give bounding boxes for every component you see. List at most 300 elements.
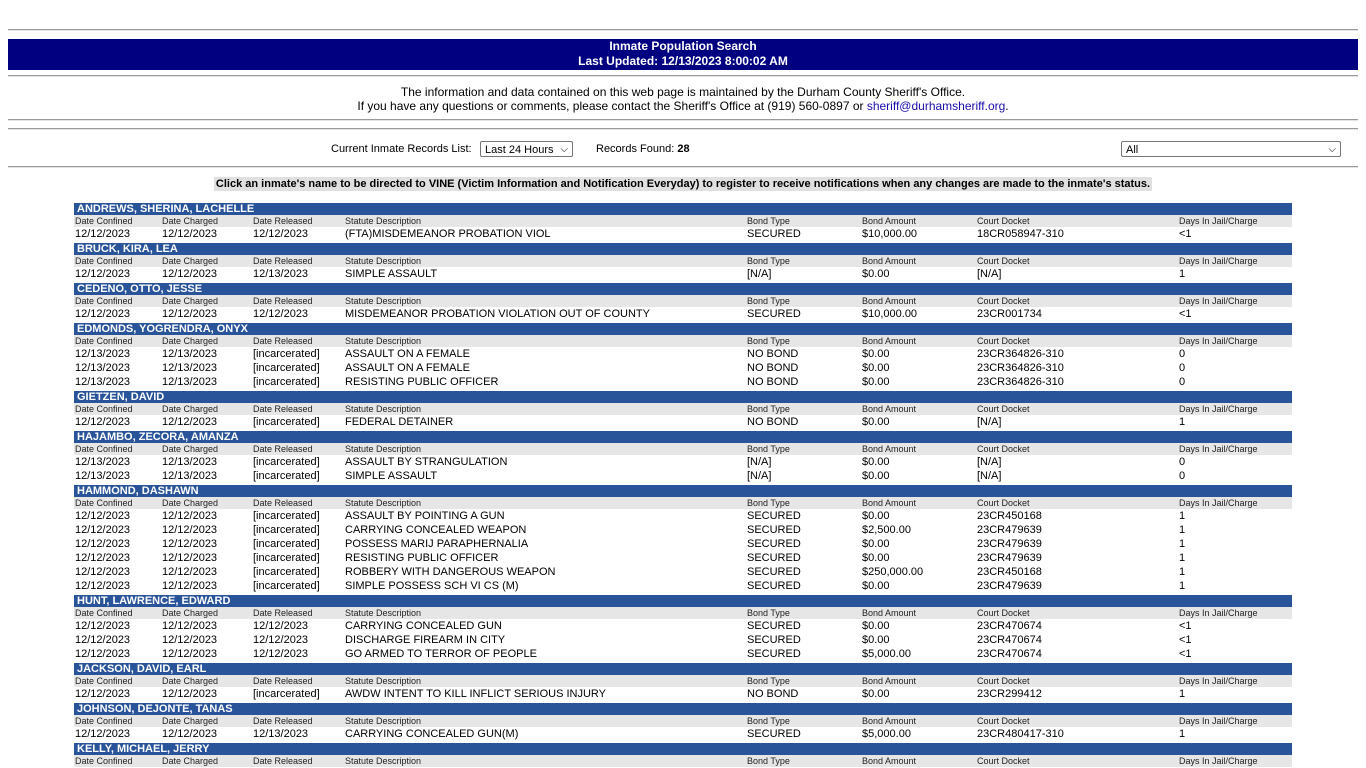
column-header: Days In Jail/Charge [1179, 716, 1258, 726]
column-header: Statute Description [345, 404, 422, 414]
table-cell: 12/13/2023 [75, 470, 131, 482]
inmate-list [74, 203, 1292, 767]
column-header: Date Charged [162, 256, 219, 266]
table-cell: $5,000.00 [862, 728, 911, 740]
column-header: Date Released [253, 404, 313, 414]
table-cell: 23CR479639 [977, 580, 1042, 592]
table-cell: 12/12/2023 [75, 552, 131, 564]
column-header-row [74, 255, 1292, 267]
column-header: Date Released [253, 444, 313, 454]
inmate-name-link[interactable]: KELLY, MICHAEL, JERRY [74, 743, 1292, 755]
table-cell: $0.00 [862, 416, 890, 428]
table-cell: 12/12/2023 [162, 524, 218, 536]
table-cell: <1 [1179, 648, 1192, 660]
column-header: Date Confined [75, 756, 133, 766]
column-header: Days In Jail/Charge [1179, 498, 1258, 508]
column-header-row [74, 607, 1292, 619]
table-cell: 12/12/2023 [162, 510, 218, 522]
column-header: Bond Amount [862, 216, 917, 226]
table-cell: 12/12/2023 [162, 268, 218, 280]
column-header: Days In Jail/Charge [1179, 256, 1258, 266]
column-header: Days In Jail/Charge [1179, 444, 1258, 454]
table-cell: 12/12/2023 [253, 648, 309, 660]
table-cell: 12/12/2023 [75, 416, 131, 428]
table-cell: 12/12/2023 [75, 524, 131, 536]
records-count: 28 [677, 143, 690, 155]
column-header-row [74, 215, 1292, 227]
column-header: Date Confined [75, 608, 133, 618]
table-row [74, 619, 1292, 633]
column-header-row [74, 755, 1292, 767]
divider [8, 166, 1358, 168]
table-cell: SECURED [747, 648, 801, 660]
column-header: Court Docket [977, 716, 1030, 726]
table-cell: 12/12/2023 [162, 552, 218, 564]
column-header: Date Confined [75, 444, 133, 454]
column-header: Bond Type [747, 336, 790, 346]
table-cell: 12/12/2023 [75, 538, 131, 550]
table-cell: $0.00 [862, 552, 890, 564]
column-header: Date Charged [162, 336, 219, 346]
table-cell: CARRYING CONCEALED WEAPON [345, 524, 527, 536]
table-cell: 12/13/2023 [75, 376, 131, 388]
column-header: Bond Type [747, 256, 790, 266]
table-cell: 23CR364826-310 [977, 348, 1064, 360]
column-header-row [74, 443, 1292, 455]
table-cell: 23CR450168 [977, 566, 1042, 578]
column-header-row [74, 497, 1292, 509]
table-cell: [incarcerated] [253, 362, 320, 374]
table-cell: SECURED [747, 566, 801, 578]
column-header: Date Confined [75, 676, 133, 686]
divider [8, 75, 1358, 77]
table-cell: SECURED [747, 580, 801, 592]
table-cell: [incarcerated] [253, 510, 320, 522]
table-cell: SIMPLE ASSAULT [345, 470, 438, 482]
table-cell: 23CR470674 [977, 648, 1042, 660]
table-cell: 12/12/2023 [162, 688, 218, 700]
table-cell: NO BOND [747, 362, 799, 374]
info-line-1: The information and data contained on this web page is maintained by the Durham County Sheriff's Office. [400, 85, 966, 99]
column-header: Bond Amount [862, 608, 917, 618]
table-cell: [incarcerated] [253, 688, 320, 700]
column-header: Date Confined [75, 256, 133, 266]
table-cell: 12/12/2023 [253, 620, 309, 632]
table-row [74, 509, 1292, 523]
table-cell: RESISTING PUBLIC OFFICER [345, 376, 499, 388]
column-header: Court Docket [977, 336, 1030, 346]
vine-notice: Click an inmate's name to be directed to VINE (Victim Information and Notification Everyday) to register to receive notifications when any changes are made to the inmate's status. [215, 178, 1151, 190]
column-header: Court Docket [977, 256, 1030, 266]
table-cell: [N/A] [747, 456, 772, 468]
column-header: Court Docket [977, 676, 1030, 686]
table-cell: 12/12/2023 [253, 634, 309, 646]
table-cell: 12/12/2023 [75, 634, 131, 646]
table-cell: <1 [1179, 308, 1192, 320]
column-header: Date Charged [162, 296, 219, 306]
table-cell: SECURED [747, 728, 801, 740]
table-cell: CARRYING CONCEALED GUN [345, 620, 502, 632]
table-row [74, 647, 1292, 661]
table-cell: [N/A] [977, 456, 1002, 468]
table-cell: $0.00 [862, 688, 890, 700]
column-header: Bond Amount [862, 498, 917, 508]
table-cell: SECURED [747, 620, 801, 632]
column-header: Date Confined [75, 404, 133, 414]
column-header: Statute Description [345, 498, 422, 508]
table-cell: 1 [1179, 510, 1186, 522]
column-header: Date Confined [75, 716, 133, 726]
inmate-name-link[interactable]: EDMONDS, YOGRENDRA, ONYX [74, 323, 1292, 335]
column-header: Date Released [253, 498, 313, 508]
table-cell: 12/12/2023 [75, 728, 131, 740]
column-header: Date Charged [162, 444, 219, 454]
table-cell: 1 [1179, 268, 1186, 280]
column-header: Days In Jail/Charge [1179, 608, 1258, 618]
column-header: Bond Type [747, 608, 790, 618]
table-cell: ASSAULT BY STRANGULATION [345, 456, 508, 468]
column-header: Date Confined [75, 336, 133, 346]
table-cell: $0.00 [862, 634, 890, 646]
table-row [74, 307, 1292, 321]
table-cell: 23CR479639 [977, 524, 1042, 536]
filter-select[interactable]: All ⌵ [1121, 141, 1341, 157]
table-cell: AWDW INTENT TO KILL INFLICT SERIOUS INJURY [345, 688, 606, 700]
column-header: Court Docket [977, 296, 1030, 306]
table-cell: SIMPLE ASSAULT [345, 268, 438, 280]
column-header: Bond Amount [862, 756, 917, 766]
column-header: Bond Amount [862, 296, 917, 306]
table-cell: [N/A] [977, 268, 1002, 280]
table-cell: $10,000.00 [862, 308, 918, 320]
records-list-select[interactable]: Last 24 Hours ⌵ [480, 141, 573, 157]
column-header: Court Docket [977, 608, 1030, 618]
column-header: Date Confined [75, 296, 133, 306]
column-header: Days In Jail/Charge [1179, 404, 1258, 414]
column-header: Date Released [253, 296, 313, 306]
table-cell: DISCHARGE FIREARM IN CITY [345, 634, 506, 646]
column-header: Statute Description [345, 676, 422, 686]
column-header: Date Released [253, 716, 313, 726]
table-cell: 23CR001734 [977, 308, 1042, 320]
table-cell: [N/A] [977, 416, 1002, 428]
column-header: Date Charged [162, 498, 219, 508]
table-cell: $2,500.00 [862, 524, 911, 536]
table-cell: $5,000.00 [862, 648, 911, 660]
inmate-name-link[interactable]: CEDENO, OTTO, JESSE [74, 283, 1292, 295]
column-header: Bond Amount [862, 404, 917, 414]
table-cell: $0.00 [862, 470, 890, 482]
column-header: Court Docket [977, 756, 1030, 766]
column-header: Days In Jail/Charge [1179, 336, 1258, 346]
table-cell: 12/12/2023 [162, 416, 218, 428]
column-header: Bond Amount [862, 444, 917, 454]
column-header: Bond Amount [862, 336, 917, 346]
column-header: Court Docket [977, 404, 1030, 414]
table-cell: 23CR470674 [977, 634, 1042, 646]
info-text [8, 85, 1358, 113]
table-cell: 0 [1179, 456, 1186, 468]
table-cell: 12/13/2023 [162, 376, 218, 388]
page-title: Inmate Population Search [609, 39, 757, 53]
table-cell: 1 [1179, 538, 1186, 550]
table-cell: 0 [1179, 376, 1186, 388]
table-cell: 23CR480417-310 [977, 728, 1064, 740]
column-header: Court Docket [977, 444, 1030, 454]
column-header: Bond Amount [862, 676, 917, 686]
table-cell: 1 [1179, 416, 1186, 428]
column-header-row [74, 295, 1292, 307]
table-cell: [N/A] [747, 470, 772, 482]
table-cell: 0 [1179, 362, 1186, 374]
table-cell: 0 [1179, 348, 1186, 360]
table-cell: 1 [1179, 580, 1186, 592]
column-header: Bond Type [747, 716, 790, 726]
table-cell: $0.00 [862, 538, 890, 550]
table-cell: 12/13/2023 [162, 470, 218, 482]
table-cell: ROBBERY WITH DANGEROUS WEAPON [345, 566, 556, 578]
table-cell: MISDEMEANOR PROBATION VIOLATION OUT OF COUNTY [345, 308, 650, 320]
table-cell: [incarcerated] [253, 456, 320, 468]
column-header: Days In Jail/Charge [1179, 216, 1258, 226]
divider [8, 128, 1358, 130]
table-cell: $0.00 [862, 362, 890, 374]
column-header: Statute Description [345, 444, 422, 454]
table-cell: $0.00 [862, 620, 890, 632]
table-cell: 12/12/2023 [75, 228, 131, 240]
column-header: Date Charged [162, 608, 219, 618]
column-header: Bond Type [747, 676, 790, 686]
column-header: Date Charged [162, 216, 219, 226]
table-row [74, 551, 1292, 565]
column-header: Statute Description [345, 716, 422, 726]
column-header: Days In Jail/Charge [1179, 756, 1258, 766]
table-cell: (FTA)MISDEMEANOR PROBATION VIOL [345, 228, 551, 240]
table-cell: 12/12/2023 [162, 228, 218, 240]
table-cell: 23CR299412 [977, 688, 1042, 700]
inmate-name-link[interactable]: HUNT, LAWRENCE, EDWARD [74, 595, 1292, 607]
table-cell: <1 [1179, 634, 1192, 646]
table-cell: ASSAULT ON A FEMALE [345, 362, 470, 374]
table-cell: SECURED [747, 634, 801, 646]
table-row [74, 579, 1292, 593]
controls-bar [8, 140, 1358, 160]
table-cell: 12/12/2023 [253, 308, 309, 320]
column-header: Bond Type [747, 756, 790, 766]
column-header: Date Charged [162, 756, 219, 766]
inmate-name-link[interactable]: HAJAMBO, ZECORA, AMANZA [74, 431, 1292, 443]
chevron-down-icon: ⌵ [560, 144, 568, 155]
table-cell: 23CR479639 [977, 552, 1042, 564]
column-header: Statute Description [345, 756, 422, 766]
table-cell: $0.00 [862, 456, 890, 468]
table-cell: 12/12/2023 [75, 566, 131, 578]
table-cell: 12/13/2023 [162, 456, 218, 468]
table-row [74, 227, 1292, 241]
table-cell: 12/13/2023 [162, 362, 218, 374]
column-header: Days In Jail/Charge [1179, 676, 1258, 686]
table-cell: 12/12/2023 [75, 580, 131, 592]
column-header-row [74, 335, 1292, 347]
table-cell: $250,000.00 [862, 566, 924, 578]
table-cell: 12/12/2023 [162, 634, 218, 646]
column-header: Date Released [253, 336, 313, 346]
table-cell: $0.00 [862, 376, 890, 388]
column-header: Statute Description [345, 608, 422, 618]
table-cell: [incarcerated] [253, 566, 320, 578]
table-row [74, 455, 1292, 469]
table-cell: <1 [1179, 228, 1192, 240]
info-line-2: If you have any questions or comments, please contact the Sheriff's Office at (919) 560-0897 or sheriff@durhamsheriff.org. [357, 99, 1009, 113]
table-row [74, 523, 1292, 537]
table-cell: <1 [1179, 620, 1192, 632]
column-header: Date Released [253, 608, 313, 618]
table-cell: 12/12/2023 [75, 620, 131, 632]
inmate-name-link[interactable]: JOHNSON, DEJONTE, TANAS [74, 703, 1292, 715]
table-cell: 12/12/2023 [162, 580, 218, 592]
records-list-label: Current Inmate Records List: [331, 143, 472, 155]
table-cell: [incarcerated] [253, 416, 320, 428]
column-header: Days In Jail/Charge [1179, 296, 1258, 306]
table-cell: 12/12/2023 [75, 648, 131, 660]
column-header: Bond Type [747, 498, 790, 508]
table-cell: ASSAULT BY POINTING A GUN [345, 510, 505, 522]
table-row [74, 361, 1292, 375]
table-row [74, 347, 1292, 361]
table-cell: SECURED [747, 510, 801, 522]
table-cell: $10,000.00 [862, 228, 918, 240]
table-row [74, 537, 1292, 551]
table-cell: [incarcerated] [253, 348, 320, 360]
table-cell: 12/12/2023 [253, 228, 309, 240]
table-cell: SECURED [747, 538, 801, 550]
table-cell: 12/13/2023 [253, 268, 309, 280]
inmate-name-link[interactable]: BRUCK, KIRA, LEA [74, 243, 1292, 255]
table-cell: [N/A] [977, 470, 1002, 482]
table-cell: 12/12/2023 [75, 510, 131, 522]
column-header: Bond Type [747, 444, 790, 454]
table-cell: 23CR479639 [977, 538, 1042, 550]
table-cell: $0.00 [862, 268, 890, 280]
inmate-name-link[interactable]: ANDREWS, SHERINA, LACHELLE [74, 203, 1292, 215]
table-cell: 12/13/2023 [75, 362, 131, 374]
table-row [74, 415, 1292, 429]
table-cell: NO BOND [747, 688, 799, 700]
table-cell: 12/12/2023 [162, 308, 218, 320]
column-header: Bond Type [747, 216, 790, 226]
table-cell: 12/12/2023 [75, 268, 131, 280]
table-cell: $0.00 [862, 580, 890, 592]
table-cell: NO BOND [747, 416, 799, 428]
table-cell: 0 [1179, 470, 1186, 482]
table-cell: 1 [1179, 552, 1186, 564]
table-cell: 23CR470674 [977, 620, 1042, 632]
table-cell: GO ARMED TO TERROR OF PEOPLE [345, 648, 537, 660]
table-cell: [incarcerated] [253, 470, 320, 482]
table-cell: POSSESS MARIJ PARAPHERNALIA [345, 538, 529, 550]
table-cell: $0.00 [862, 348, 890, 360]
table-cell: 12/13/2023 [162, 348, 218, 360]
table-cell: 12/12/2023 [75, 308, 131, 320]
column-header: Statute Description [345, 256, 422, 266]
table-cell: [incarcerated] [253, 552, 320, 564]
table-row [74, 469, 1292, 483]
table-cell: SECURED [747, 308, 801, 320]
column-header: Date Released [253, 216, 313, 226]
table-row [74, 633, 1292, 647]
inmate-name-link[interactable]: GIETZEN, DAVID [74, 391, 1292, 403]
table-cell: 12/12/2023 [162, 620, 218, 632]
table-cell: 1 [1179, 524, 1186, 536]
column-header: Date Released [253, 676, 313, 686]
table-cell: [incarcerated] [253, 538, 320, 550]
column-header-row [74, 715, 1292, 727]
records-found: Records Found: 28 [596, 143, 690, 155]
table-cell: [N/A] [747, 268, 772, 280]
table-cell: 23CR364826-310 [977, 376, 1064, 388]
table-row [74, 565, 1292, 579]
table-cell: NO BOND [747, 348, 799, 360]
table-cell: 12/12/2023 [162, 728, 218, 740]
table-cell: 18CR058947-310 [977, 228, 1064, 240]
page-banner [8, 39, 1358, 70]
table-cell: 12/13/2023 [75, 348, 131, 360]
table-row [74, 267, 1292, 281]
table-cell: SECURED [747, 524, 801, 536]
inmate-name-link[interactable]: JACKSON, DAVID, EARL [74, 663, 1292, 675]
table-row [74, 727, 1292, 741]
column-header: Date Charged [162, 716, 219, 726]
column-header: Statute Description [345, 296, 422, 306]
column-header: Court Docket [977, 216, 1030, 226]
inmate-name-link[interactable]: HAMMOND, DASHAWN [74, 485, 1292, 497]
divider [8, 119, 1358, 121]
column-header: Date Charged [162, 404, 219, 414]
column-header: Bond Amount [862, 256, 917, 266]
table-cell: 1 [1179, 566, 1186, 578]
table-cell: RESISTING PUBLIC OFFICER [345, 552, 499, 564]
table-cell: 23CR450168 [977, 510, 1042, 522]
column-header: Statute Description [345, 216, 422, 226]
table-cell: NO BOND [747, 376, 799, 388]
table-cell: 12/12/2023 [162, 538, 218, 550]
column-header: Date Charged [162, 676, 219, 686]
table-row [74, 375, 1292, 389]
column-header: Bond Type [747, 404, 790, 414]
column-header: Date Confined [75, 216, 133, 226]
column-header: Statute Description [345, 336, 422, 346]
table-cell: ASSAULT ON A FEMALE [345, 348, 470, 360]
table-cell: SECURED [747, 228, 801, 240]
table-cell: 1 [1179, 688, 1186, 700]
table-row [74, 687, 1292, 701]
table-cell: SECURED [747, 552, 801, 564]
column-header: Date Released [253, 256, 313, 266]
table-cell: FEDERAL DETAINER [345, 416, 454, 428]
column-header: Date Released [253, 756, 313, 766]
table-cell: $0.00 [862, 510, 890, 522]
email-link[interactable]: sheriff@durhamsheriff.org [866, 99, 1006, 113]
table-cell: 12/13/2023 [253, 728, 309, 740]
table-cell: 1 [1179, 728, 1186, 740]
column-header-row [74, 675, 1292, 687]
table-cell: 12/13/2023 [75, 456, 131, 468]
column-header: Bond Amount [862, 716, 917, 726]
table-cell: [incarcerated] [253, 524, 320, 536]
table-cell: [incarcerated] [253, 376, 320, 388]
table-cell: 12/12/2023 [162, 648, 218, 660]
table-cell: CARRYING CONCEALED GUN(M) [345, 728, 519, 740]
